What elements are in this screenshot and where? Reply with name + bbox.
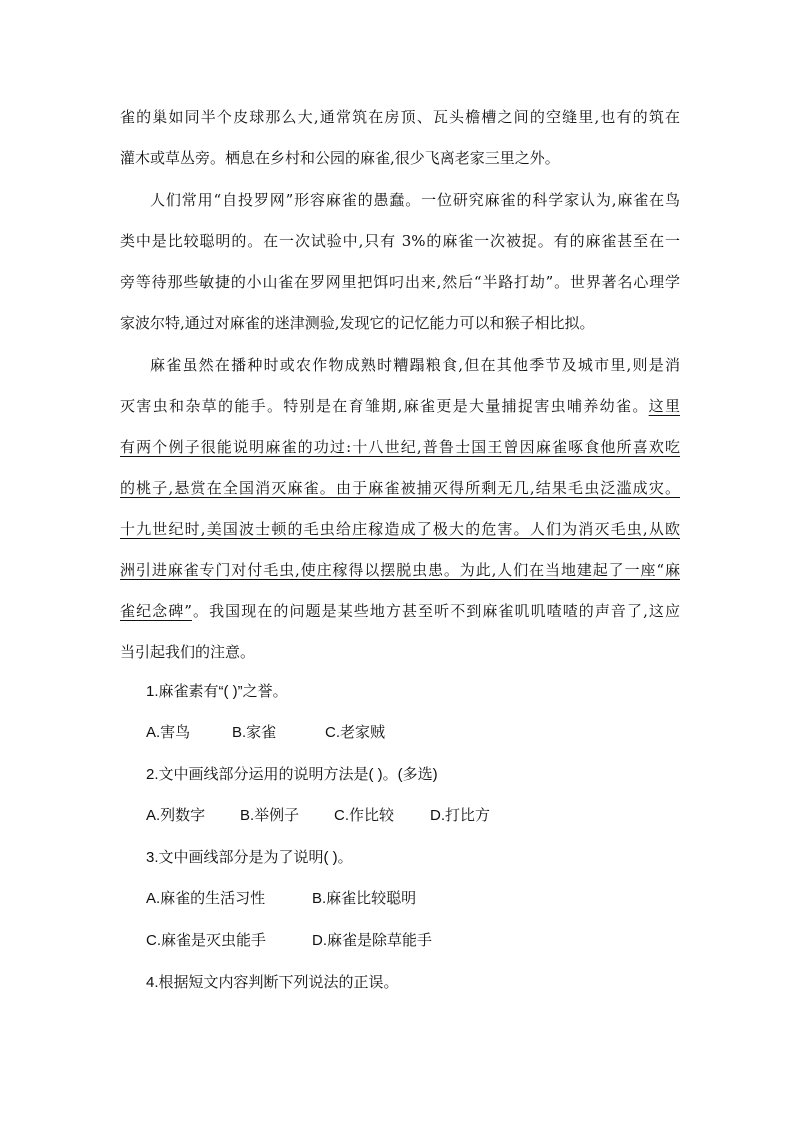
- option-a[interactable]: A.害鸟: [146, 724, 191, 741]
- question-2-options: [146, 804, 490, 825]
- question-1-options: [146, 721, 385, 742]
- option-d[interactable]: D.麻雀是除草能手: [312, 932, 433, 949]
- question-3-options-row-1: [146, 887, 416, 908]
- text-line: 家波尔特,通过对麻雀的迷津测验,发现它的记忆能力可以和猴子相比拟。: [120, 314, 595, 332]
- underlined-line: 的桃子,悬赏在全国消灭麻雀。由于麻雀被捕灭得所剩无几,结果毛虫泛滥成灾。: [120, 479, 680, 497]
- option-c[interactable]: C.作比较: [334, 807, 395, 824]
- question-4-stem: 4.根据短文内容判断下列说法的正误。: [146, 974, 399, 991]
- text-line: [120, 591, 680, 632]
- option-b[interactable]: B.麻雀比较聪明: [312, 890, 417, 907]
- underlined-line: 洲引进麻雀专门对付毛虫,使庄稼得以摆脱虫患。为此,人们在当地建起了一座“麻: [120, 561, 680, 579]
- option-a[interactable]: A.列数字: [146, 807, 206, 824]
- paragraph-3: [120, 345, 680, 673]
- underlined-segment: 雀纪念碑”: [120, 602, 192, 620]
- text-line: 雀的巢如同半个皮球那么大,通常筑在房顶、瓦头檐槽之间的空缝里,也有的筑在: [120, 108, 680, 126]
- text-line: 旁等待那些敏捷的小山雀在罗网里把饵叼出来,然后“半路打劫”。世界著名心理学: [120, 273, 680, 291]
- underlined-line: 十九世纪时,美国波士顿的毛虫给庄稼造成了极大的危害。人们为消灭毛虫,从欧: [120, 520, 680, 538]
- paragraph-2: [120, 180, 680, 344]
- option-a[interactable]: A.麻雀的生活习性: [146, 890, 266, 907]
- text-line: 人们常用“自投罗网”形容麻雀的愚蠢。一位研究麻雀的科学家认为,麻雀在鸟: [150, 191, 680, 209]
- text-line: [120, 386, 680, 427]
- text-segment: 。我国现在的问题是某些地方甚至听不到麻雀叽叽喳喳的声音了,这应: [191, 602, 680, 620]
- question-2-stem: 2.文中画线部分运用的说明方法是( )。(多选): [146, 766, 438, 783]
- text-line: 麻雀虽然在播种时或农作物成熟时糟蹋粮食,但在其他季节及城市里,则是消: [150, 356, 680, 374]
- underlined-line: 有两个例子很能说明麻雀的功过:十八世纪,普鲁士国王曾因麻雀啄食他所喜欢吃: [120, 438, 680, 456]
- text-line: 灌木或草丛旁。栖息在乡村和公园的麻雀,很少飞离老家三里之外。: [120, 149, 560, 167]
- option-b[interactable]: B.家雀: [232, 724, 277, 741]
- option-b[interactable]: B.举例子: [240, 807, 300, 824]
- question-3-options-row-2: [146, 929, 432, 950]
- text-line: 类中是比较聪明的。在一次试验中,只有 3%的麻雀一次被捉。有的麻雀甚至在一: [120, 232, 680, 250]
- option-d[interactable]: D.打比方: [430, 807, 491, 824]
- option-c[interactable]: C.老家贼: [325, 724, 386, 741]
- underlined-segment: 这里: [648, 397, 680, 415]
- text-line: 当引起我们的注意。: [120, 643, 256, 661]
- text-segment: 灭害虫和杂草的能手。特别是在育雏期,麻雀更是大量捕捉害虫哺养幼雀。: [120, 397, 649, 415]
- option-c[interactable]: C.麻雀是灭虫能手: [146, 932, 267, 949]
- question-1-stem: 1.麻雀素有“( )”之誉。: [146, 683, 288, 700]
- paragraph-1: [120, 97, 680, 179]
- question-3-stem: 3.文中画线部分是为了说明( )。: [146, 849, 353, 866]
